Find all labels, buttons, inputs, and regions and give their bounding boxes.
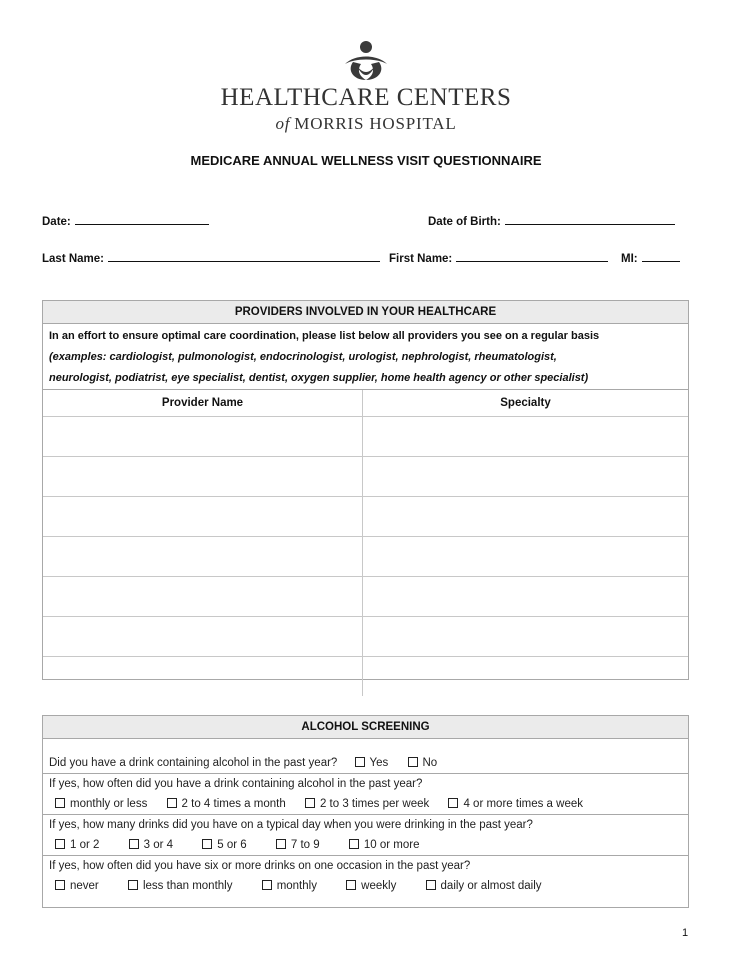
q3-text: If yes, how many drinks did you have on a typical day when you were drinking in the past year? (49, 819, 533, 831)
checkbox-icon[interactable] (346, 880, 356, 890)
provider-name-cell[interactable] (43, 497, 363, 537)
q3-option[interactable] (55, 835, 99, 855)
q2-text: If yes, how often did you have a drink containing alcohol in the past year? (49, 778, 423, 790)
q3-option[interactable] (349, 835, 420, 855)
q4-option-label: daily or almost daily (440, 880, 542, 892)
q2-options (49, 794, 682, 814)
specialty-cell[interactable] (363, 417, 689, 457)
table-row (43, 657, 688, 697)
checkbox-icon[interactable] (129, 839, 139, 849)
org-subname (0, 114, 732, 134)
last-name-label: Last Name: (42, 253, 104, 265)
dob-field (428, 212, 675, 228)
mi-input[interactable] (642, 249, 680, 262)
date-label: Date: (42, 216, 71, 228)
checkbox-icon[interactable] (202, 839, 212, 849)
org-of: of (275, 114, 291, 133)
date-field (42, 212, 209, 228)
q4-options (49, 876, 682, 896)
specialty-cell[interactable] (363, 457, 689, 497)
providers-examples-1: (examples: cardiologist, pulmonologist, endocrinologist, urologist, nephrologist, rheumatologist, (49, 351, 557, 363)
checkbox-icon[interactable] (448, 798, 458, 808)
q3-option-label: 3 or 4 (143, 839, 174, 851)
q3-option-label: 7 to 9 (290, 839, 320, 851)
q1-no-label: No (422, 757, 438, 769)
q4-option[interactable] (262, 876, 317, 896)
q2-option[interactable] (305, 794, 429, 814)
q4-option-label: never (70, 880, 99, 892)
provider-name-header: Provider Name (43, 390, 363, 417)
providers-heading: PROVIDERS INVOLVED IN YOUR HEALTHCARE (43, 301, 688, 324)
checkbox-icon[interactable] (305, 798, 315, 808)
table-row (43, 417, 688, 457)
hospital-logo-icon (339, 40, 393, 84)
q4-text: If yes, how often did you have six or more drinks on one occasion in the past year? (49, 860, 471, 872)
q4-option[interactable] (55, 876, 99, 896)
checkbox-icon[interactable] (55, 880, 65, 890)
q3-options (49, 835, 682, 855)
q1-yes-label: Yes (369, 757, 389, 769)
q1-option-yes[interactable] (355, 757, 389, 769)
org-hospital: MORRIS HOSPITAL (294, 114, 457, 133)
q2-option[interactable] (55, 794, 147, 814)
q2-option-label: monthly or less (70, 798, 148, 810)
q2-option[interactable] (448, 794, 583, 814)
first-name-input[interactable] (456, 249, 608, 262)
checkbox-icon[interactable] (262, 880, 272, 890)
providers-examples-2: neurologist, podiatrist, eye specialist, dentist, oxygen supplier, home health agency or other specialist) (49, 372, 589, 384)
checkbox-icon[interactable] (355, 757, 365, 767)
specialty-cell[interactable] (363, 577, 689, 617)
specialty-cell[interactable] (363, 657, 689, 697)
alcohol-question-2 (43, 773, 688, 814)
checkbox-icon[interactable] (128, 880, 138, 890)
dob-label: Date of Birth: (428, 216, 501, 228)
provider-name-cell[interactable] (43, 617, 363, 657)
checkbox-icon[interactable] (167, 798, 177, 808)
page-title: MEDICARE ANNUAL WELLNESS VISIT QUESTIONNAIRE (190, 153, 542, 168)
checkbox-icon[interactable] (426, 880, 436, 890)
q4-option[interactable] (426, 876, 542, 896)
q3-option-label: 10 or more (363, 839, 420, 851)
first-name-label: First Name: (389, 253, 453, 265)
alcohol-question-1 (43, 739, 688, 773)
checkbox-icon[interactable] (55, 798, 65, 808)
checkbox-icon[interactable] (349, 839, 359, 849)
provider-name-cell[interactable] (43, 577, 363, 617)
q4-option-label: weekly (361, 880, 397, 892)
q3-option[interactable] (202, 835, 246, 855)
checkbox-icon[interactable] (276, 839, 286, 849)
q3-option-label: 5 or 6 (217, 839, 247, 851)
q2-option-label: 2 to 4 times a month (181, 798, 286, 810)
provider-name-cell[interactable] (43, 417, 363, 457)
org-name: HEALTHCARE CENTERS (220, 84, 512, 111)
table-row (43, 577, 688, 617)
table-row (43, 497, 688, 537)
table-row (43, 537, 688, 577)
specialty-cell[interactable] (363, 617, 689, 657)
last-name-field (42, 249, 380, 265)
q3-option[interactable] (276, 835, 320, 855)
alcohol-question-4 (43, 855, 688, 896)
q2-option-label: 4 or more times a week (463, 798, 583, 810)
mi-field (621, 249, 680, 265)
alcohol-question-3 (43, 814, 688, 855)
checkbox-icon[interactable] (408, 757, 418, 767)
checkbox-icon[interactable] (55, 839, 65, 849)
first-name-field (389, 249, 608, 265)
table-row (43, 617, 688, 657)
q3-option[interactable] (129, 835, 173, 855)
q4-option-label: less than monthly (142, 880, 233, 892)
specialty-header: Specialty (363, 390, 689, 417)
providers-panel (42, 300, 689, 680)
dob-input[interactable] (505, 212, 675, 225)
q4-option-label: monthly (276, 880, 317, 892)
providers-intro-text: In an effort to ensure optimal care coordination, please list below all providers you see on a regular basis (49, 330, 600, 342)
alcohol-heading: ALCOHOL SCREENING (43, 716, 688, 739)
provider-name-cell[interactable] (43, 457, 363, 497)
date-input[interactable] (75, 212, 209, 225)
q2-option-label: 2 to 3 times per week (319, 798, 430, 810)
page-number: 1 (682, 927, 689, 939)
q1-option-no[interactable] (408, 757, 438, 769)
provider-name-cell[interactable] (43, 657, 363, 697)
mi-label: MI: (621, 253, 638, 265)
provider-name-cell[interactable] (43, 537, 363, 577)
providers-table (43, 390, 688, 696)
q1-text: Did you have a drink containing alcohol in the past year? (49, 757, 338, 769)
last-name-input[interactable] (108, 249, 380, 262)
q3-option-label: 1 or 2 (70, 839, 100, 851)
q4-option[interactable] (346, 876, 396, 896)
q4-option[interactable] (128, 876, 233, 896)
alcohol-panel (42, 715, 689, 908)
table-row (43, 457, 688, 497)
providers-intro (43, 324, 688, 390)
specialty-cell[interactable] (363, 537, 689, 577)
specialty-cell[interactable] (363, 497, 689, 537)
q2-option[interactable] (167, 794, 286, 814)
